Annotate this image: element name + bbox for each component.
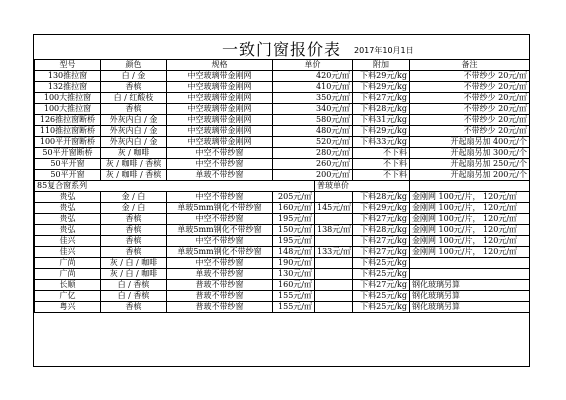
cell-spec: 普玻不带纱窗 — [167, 302, 273, 313]
cell-price-single-glass — [315, 291, 353, 302]
cell-price: 155元/㎡ — [273, 291, 315, 302]
cell-extra: 下料27元/kg — [353, 247, 410, 258]
price-sheet — [33, 34, 530, 367]
cell-note: 金刚网 100元/片， 120元/㎡ — [410, 214, 530, 225]
cell-spec: 中空不带纱窗 — [167, 258, 273, 269]
cell-note: 金刚网 100元/片， 120元/㎡ — [410, 225, 530, 236]
table-row — [35, 214, 530, 225]
cell-extra: 下料29元/kg — [353, 82, 410, 93]
cell-model: 100平开窗断桥 — [35, 137, 101, 148]
cell-spec: 中空玻璃带金刚网 — [167, 71, 273, 82]
cell-model: 贵弘 — [35, 214, 101, 225]
cell-extra: 下料25元/kg — [353, 291, 410, 302]
header-spec: 规格 — [167, 60, 273, 71]
cell-spec: 中空玻璃带金刚网 — [167, 115, 273, 126]
cell-color: 白 / 香槟 — [101, 291, 167, 302]
cell-color: 白 / 香槟 — [101, 280, 167, 291]
cell-color: 金 / 白 — [101, 203, 167, 214]
cell-price: 160元/㎡ — [273, 203, 315, 214]
cell-extra: 下料25元/kg — [353, 302, 410, 313]
table-row — [35, 302, 530, 313]
cell-price-single-glass — [315, 214, 353, 225]
table-row — [35, 203, 530, 214]
cell-color: 香槟 — [101, 214, 167, 225]
cell-price-single-glass — [315, 258, 353, 269]
cell-extra: 下料28元/kg — [353, 192, 410, 203]
table-row — [35, 115, 530, 126]
cell-price: 200元/㎡ — [273, 170, 353, 181]
header-note: 备注 — [410, 60, 530, 71]
cell-price-single-glass: 138元/㎡ — [315, 225, 353, 236]
cell-extra: 下料25元/kg — [353, 258, 410, 269]
cell-note: 钢化玻璃另算 — [410, 280, 530, 291]
cell-extra: 下料29元/kg — [353, 71, 410, 82]
table-row — [35, 159, 530, 170]
cell-price: 150元/㎡ — [273, 225, 315, 236]
cell-extra: 下料28元/kg — [353, 104, 410, 115]
cell-model: 130推拉窗 — [35, 71, 101, 82]
header-row — [35, 60, 530, 71]
cell-color: 香槟 — [101, 302, 167, 313]
cell-spec: 中空玻璃带金刚网 — [167, 137, 273, 148]
cell-color: 灰 / 白 / 咖啡 — [101, 269, 167, 280]
cell-model: 50平开窗断桥 — [35, 148, 101, 159]
cell-price-single-glass: 145元/㎡ — [315, 203, 353, 214]
table-row — [35, 192, 530, 203]
cell-price: 155元/㎡ — [273, 302, 315, 313]
cell-spec: 中空不带纱窗 — [167, 159, 273, 170]
table-body — [35, 71, 530, 313]
cell-color: 灰 / 咖啡 / 香槟 — [101, 170, 167, 181]
table-row — [35, 269, 530, 280]
cell-color: 外灰内白 / 金 — [101, 137, 167, 148]
cell-model: 广亿 — [35, 291, 101, 302]
cell-extra: 下料28元/kg — [353, 225, 410, 236]
cell-spec: 单玻5mm钢化不带纱窗 — [167, 225, 273, 236]
table-row — [35, 82, 530, 93]
cell-note: 不带纱少 20元/㎡ — [410, 82, 530, 93]
document-date: 2017年10月1日 — [354, 46, 414, 55]
cell-extra: 下料31元/kg — [353, 115, 410, 126]
cell-price: 480元/㎡ — [273, 126, 353, 137]
table-row — [35, 236, 530, 247]
single-glass-price-label: 普玻单价 — [315, 181, 410, 192]
cell-color: 白 / 红酸枝 — [101, 93, 167, 104]
cell-extra: 下料33元/kg — [353, 137, 410, 148]
cell-extra: 不下料 — [353, 170, 410, 181]
table-row — [35, 71, 530, 82]
cell-color: 灰 / 咖啡 — [101, 148, 167, 159]
cell-spec: 中空不带纱窗 — [167, 214, 273, 225]
cell-color: 香槟 — [101, 236, 167, 247]
cell-model: 100大推拉窗 — [35, 93, 101, 104]
cell-model: 126推拉窗断桥 — [35, 115, 101, 126]
cell-spec: 中空不带纱窗 — [167, 236, 273, 247]
cell-spec: 单玻不带纱窗 — [167, 269, 273, 280]
cell-price-single-glass — [315, 280, 353, 291]
cell-color: 金 / 白 — [101, 192, 167, 203]
cell-price: 148元/㎡ — [273, 247, 315, 258]
cell-model: 佳兴 — [35, 236, 101, 247]
cell-note: 金刚网 100元/片， 120元/㎡ — [410, 247, 530, 258]
group-note-empty — [410, 181, 530, 192]
cell-note: 开起扇另加 200元/个 — [410, 170, 530, 181]
cell-model: 贵弘 — [35, 192, 101, 203]
cell-price: 205元/㎡ — [273, 192, 315, 203]
cell-price: 420元/㎡ — [273, 71, 353, 82]
group-label: 85复合窗系列 — [35, 181, 315, 192]
cell-model: 贵弘 — [35, 203, 101, 214]
group-row — [35, 181, 530, 192]
cell-note — [410, 269, 530, 280]
cell-price-single-glass — [315, 269, 353, 280]
table-row — [35, 148, 530, 159]
cell-price: 195元/㎡ — [273, 236, 315, 247]
cell-color: 白 / 金 — [101, 71, 167, 82]
cell-model: 100大推拉窗 — [35, 104, 101, 115]
cell-extra: 不下料 — [353, 148, 410, 159]
cell-extra: 下料27元/kg — [353, 214, 410, 225]
cell-note: 开起扇另加 400元/个 — [410, 137, 530, 148]
cell-spec: 普玻不带纱窗 — [167, 280, 273, 291]
cell-color: 外灰内白 / 金 — [101, 115, 167, 126]
cell-price: 260元/㎡ — [273, 159, 353, 170]
table-row — [35, 247, 530, 258]
cell-model: 132推拉窗 — [35, 82, 101, 93]
cell-spec: 普玻不带纱窗 — [167, 291, 273, 302]
cell-price-single-glass — [315, 192, 353, 203]
cell-note: 不带纱少 20元/㎡ — [410, 126, 530, 137]
cell-note: 开起扇另加 250元/个 — [410, 159, 530, 170]
cell-price: 190元/㎡ — [273, 258, 315, 269]
cell-price-single-glass — [315, 236, 353, 247]
cell-note: 金刚网 100元/片， 120元/㎡ — [410, 203, 530, 214]
cell-extra: 下料29元/kg — [353, 126, 410, 137]
cell-color: 香槟 — [101, 225, 167, 236]
cell-note: 不带纱少 20元/㎡ — [410, 71, 530, 82]
cell-note: 钢化玻璃另算 — [410, 291, 530, 302]
cell-model: 粤兴 — [35, 302, 101, 313]
cell-price: 340元/㎡ — [273, 104, 353, 115]
cell-color: 外灰内白 / 金 — [101, 126, 167, 137]
table-row — [35, 280, 530, 291]
cell-spec: 中空玻璃带金刚网 — [167, 93, 273, 104]
cell-extra: 下料27元/kg — [353, 236, 410, 247]
cell-note: 开起扇另加 300元/个 — [410, 148, 530, 159]
cell-note: 金刚网 100元/片， 120元/㎡ — [410, 192, 530, 203]
cell-extra: 下料27元/kg — [353, 93, 410, 104]
cell-color: 香槟 — [101, 247, 167, 258]
cell-price: 410元/㎡ — [273, 82, 353, 93]
table-row — [35, 137, 530, 148]
cell-note: 钢化玻璃另算 — [410, 302, 530, 313]
header-extra: 附加 — [353, 60, 410, 71]
table-row — [35, 170, 530, 181]
table-row — [35, 258, 530, 269]
cell-price: 160元/㎡ — [273, 280, 315, 291]
cell-note: 金刚网 100元/片， 120元/㎡ — [410, 236, 530, 247]
cell-price: 520元/㎡ — [273, 137, 353, 148]
cell-spec: 中空玻璃带金刚网 — [167, 82, 273, 93]
cell-color: 香槟 — [101, 82, 167, 93]
cell-spec: 单玻5mm钢化不带纱窗 — [167, 247, 273, 258]
cell-model: 广尚 — [35, 269, 101, 280]
cell-extra: 下料25元/kg — [353, 269, 410, 280]
table-row — [35, 93, 530, 104]
cell-extra: 不下料 — [353, 159, 410, 170]
cell-price: 195元/㎡ — [273, 214, 315, 225]
cell-spec: 中空玻璃带金刚网 — [167, 126, 273, 137]
cell-price-single-glass — [315, 302, 353, 313]
cell-model: 贵弘 — [35, 225, 101, 236]
cell-model: 佳兴 — [35, 247, 101, 258]
cell-extra: 下料27元/kg — [353, 280, 410, 291]
table-row — [35, 104, 530, 115]
price-table — [34, 59, 530, 313]
cell-price: 130元/㎡ — [273, 269, 315, 280]
table-row — [35, 225, 530, 236]
cell-model: 广尚 — [35, 258, 101, 269]
cell-spec: 中空不带纱窗 — [167, 148, 273, 159]
title-row — [34, 35, 529, 59]
cell-note: 不带纱少 20元/㎡ — [410, 93, 530, 104]
cell-spec: 中空玻璃带金刚网 — [167, 104, 273, 115]
cell-color: 香槟 — [101, 104, 167, 115]
header-color: 颜色 — [101, 60, 167, 71]
cell-model: 50平开窗 — [35, 159, 101, 170]
header-price: 单价 — [273, 60, 353, 71]
cell-spec: 单玻5mm钢化不带纱窗 — [167, 203, 273, 214]
cell-model: 50平开窗 — [35, 170, 101, 181]
cell-spec: 单玻不带纱窗 — [167, 170, 273, 181]
cell-price-single-glass: 133元/㎡ — [315, 247, 353, 258]
cell-price: 280元/㎡ — [273, 148, 353, 159]
cell-price: 580元/㎡ — [273, 115, 353, 126]
table-row — [35, 126, 530, 137]
cell-price: 350元/㎡ — [273, 93, 353, 104]
cell-color: 灰 / 咖啡 / 香槟 — [101, 159, 167, 170]
cell-spec: 中空不带纱窗 — [167, 192, 273, 203]
cell-extra: 下料29元/kg — [353, 203, 410, 214]
cell-model: 110推拉窗断桥 — [35, 126, 101, 137]
cell-note: 不带纱少 20元/㎡ — [410, 115, 530, 126]
cell-model: 长顺 — [35, 280, 101, 291]
cell-color: 灰 / 白 / 咖啡 — [101, 258, 167, 269]
header-model: 型号 — [35, 60, 101, 71]
table-row — [35, 291, 530, 302]
cell-note — [410, 258, 530, 269]
cell-note: 不带纱少 20元/㎡ — [410, 104, 530, 115]
document-title: 一致门窗报价表 — [221, 40, 341, 59]
